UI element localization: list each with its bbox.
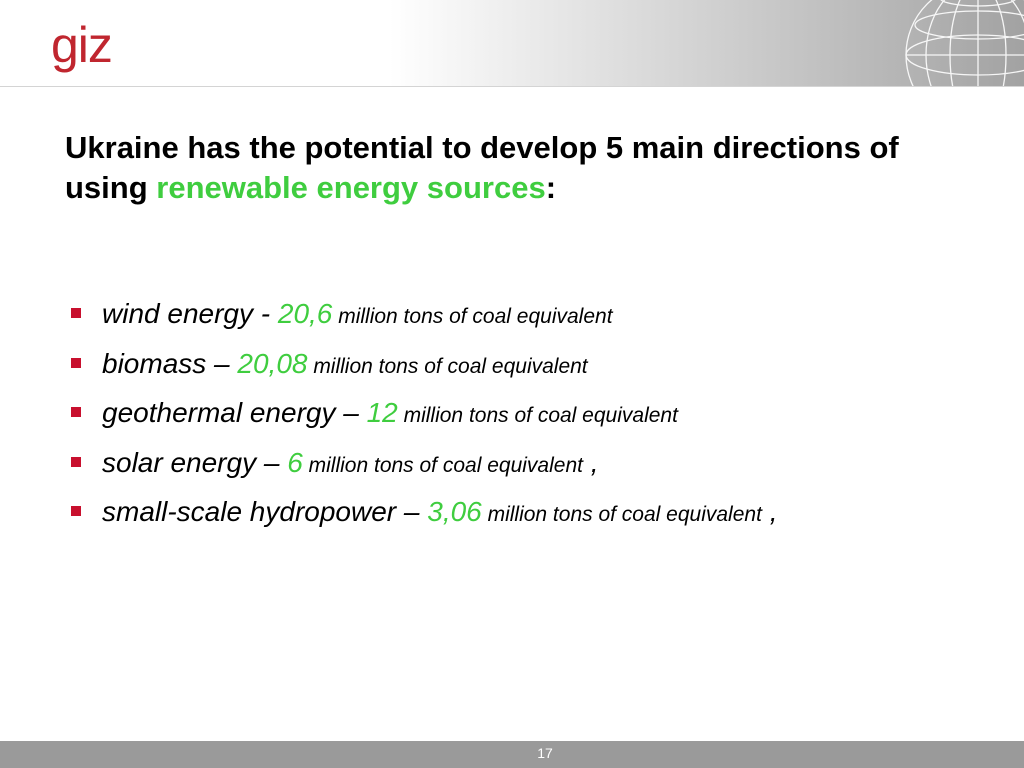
item-unit: million tons of coal equivalent <box>397 404 678 427</box>
title-text: Ukraine has the potential to develop 5 main directions of using <box>65 130 899 205</box>
item-value: 20,6 <box>277 298 333 329</box>
item-unit: million tons of coal equivalent <box>307 354 588 378</box>
item-unit: million tons of coal equivalent <box>302 453 583 477</box>
energy-list <box>70 294 1000 542</box>
title-colon: : <box>545 170 557 205</box>
item-label: solar energy – <box>102 446 288 478</box>
item-unit: million tons of coal equivalent <box>481 503 762 526</box>
item-trail: , <box>761 496 778 527</box>
bullet-square-icon <box>71 407 81 417</box>
title-highlight: renewable energy sources <box>156 170 546 205</box>
bullet-square-icon <box>71 457 81 467</box>
slide-title <box>65 128 965 208</box>
list-item-geothermal <box>70 393 1000 443</box>
list-item-solar <box>70 443 1000 493</box>
globe-icon <box>893 0 1024 87</box>
item-value: 12 <box>366 397 398 428</box>
item-value: 20,08 <box>237 347 308 379</box>
bullet-square-icon <box>71 506 81 516</box>
item-label: biomass – <box>102 347 238 379</box>
item-label: wind energy - <box>102 298 278 329</box>
page-number: 17 <box>537 745 553 761</box>
item-label: small-scale hydropower – <box>102 496 428 527</box>
item-value: 3,06 <box>427 496 482 527</box>
bullet-square-icon <box>71 308 81 318</box>
list-item-biomass <box>70 344 1000 394</box>
item-label: geothermal energy – <box>102 397 367 428</box>
item-unit: million tons of coal equivalent <box>332 305 613 328</box>
giz-logo: giz <box>51 17 112 73</box>
item-value: 6 <box>287 446 303 478</box>
bullet-square-icon <box>71 358 81 368</box>
item-trail: , <box>582 446 599 478</box>
list-item-wind <box>70 294 1000 344</box>
footer-bar <box>0 741 1024 768</box>
header-band <box>0 0 1024 87</box>
list-item-hydropower <box>70 492 1000 542</box>
